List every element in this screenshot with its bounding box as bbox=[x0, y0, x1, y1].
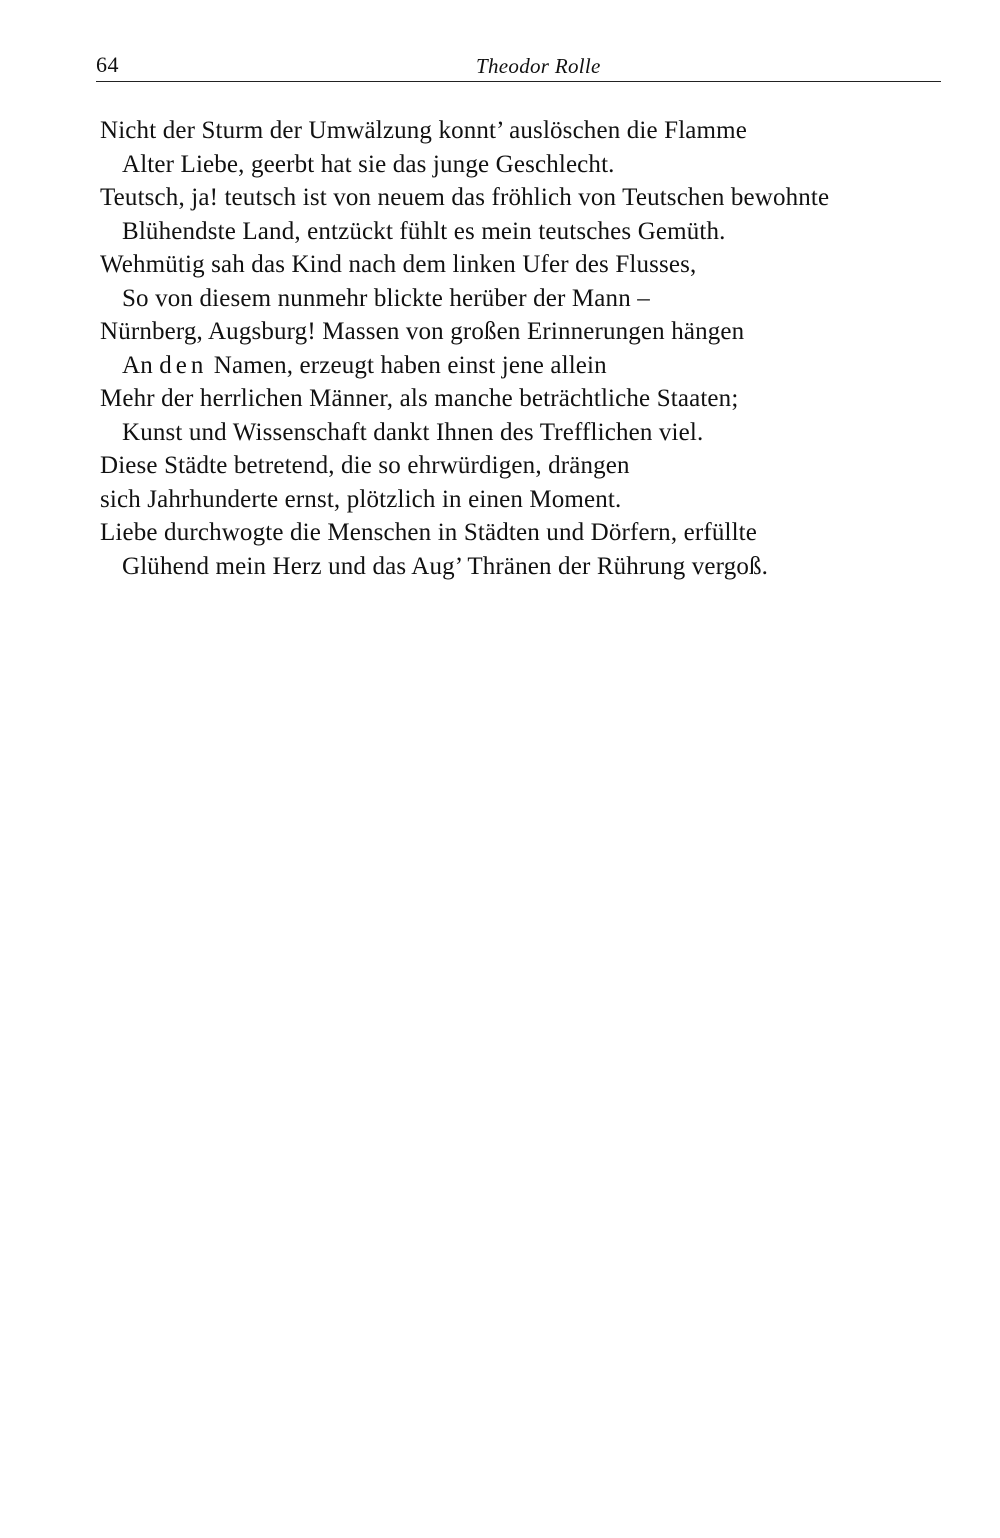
verse-line: Liebe durchwogte die Menschen in Städten und Dörfern, erfüllte bbox=[100, 519, 758, 546]
running-head bbox=[96, 48, 941, 88]
running-title: Theodor Rolle bbox=[476, 54, 601, 78]
page-number: 64 bbox=[96, 52, 119, 77]
header-rule bbox=[96, 81, 941, 82]
verse-line: Glühend mein Herz und das Aug’ Thränen der Rührung vergoß. bbox=[122, 552, 769, 580]
poem bbox=[100, 114, 940, 583]
verse-line: Mehr der herrlichen Männer, als manche beträchtliche Staaten; bbox=[100, 385, 739, 412]
verse-line: Alter Liebe, geerbt hat sie das junge Geschlecht. bbox=[122, 150, 615, 178]
verse-line: So von diesem nunmehr blickte herüber der Mann – bbox=[122, 284, 650, 312]
verse-line: Blühendste Land, entzückt fühlt es mein teutsches Gemüth. bbox=[122, 217, 726, 245]
verse-line: Teutsch, ja! teutsch ist von neuem das fröhlich von Teutschen bewohnte bbox=[100, 184, 830, 211]
verse-line: Kunst und Wissenschaft dankt Ihnen des Trefflichen viel. bbox=[122, 418, 704, 446]
verse-line: Nürnberg, Augsburg! Massen von großen Erinnerungen hängen bbox=[100, 318, 745, 345]
emphasized-word: den bbox=[159, 351, 208, 379]
verse-line: Wehmütig sah das Kind nach dem linken Ufer des Flusses, bbox=[100, 251, 697, 278]
verse-line: Nicht der Sturm der Umwälzung konnt’ auslöschen die Flamme bbox=[100, 117, 747, 144]
verse-line: sich Jahrhunderte ernst, plötzlich in einen Moment. bbox=[100, 485, 622, 513]
verse-line bbox=[100, 349, 940, 383]
verse-line: Diese Städte betretend, die so ehrwürdigen, drängen bbox=[100, 452, 630, 479]
verse-text: An bbox=[122, 351, 160, 379]
verse-text: Namen, erzeugt haben einst jene allein bbox=[207, 351, 607, 379]
